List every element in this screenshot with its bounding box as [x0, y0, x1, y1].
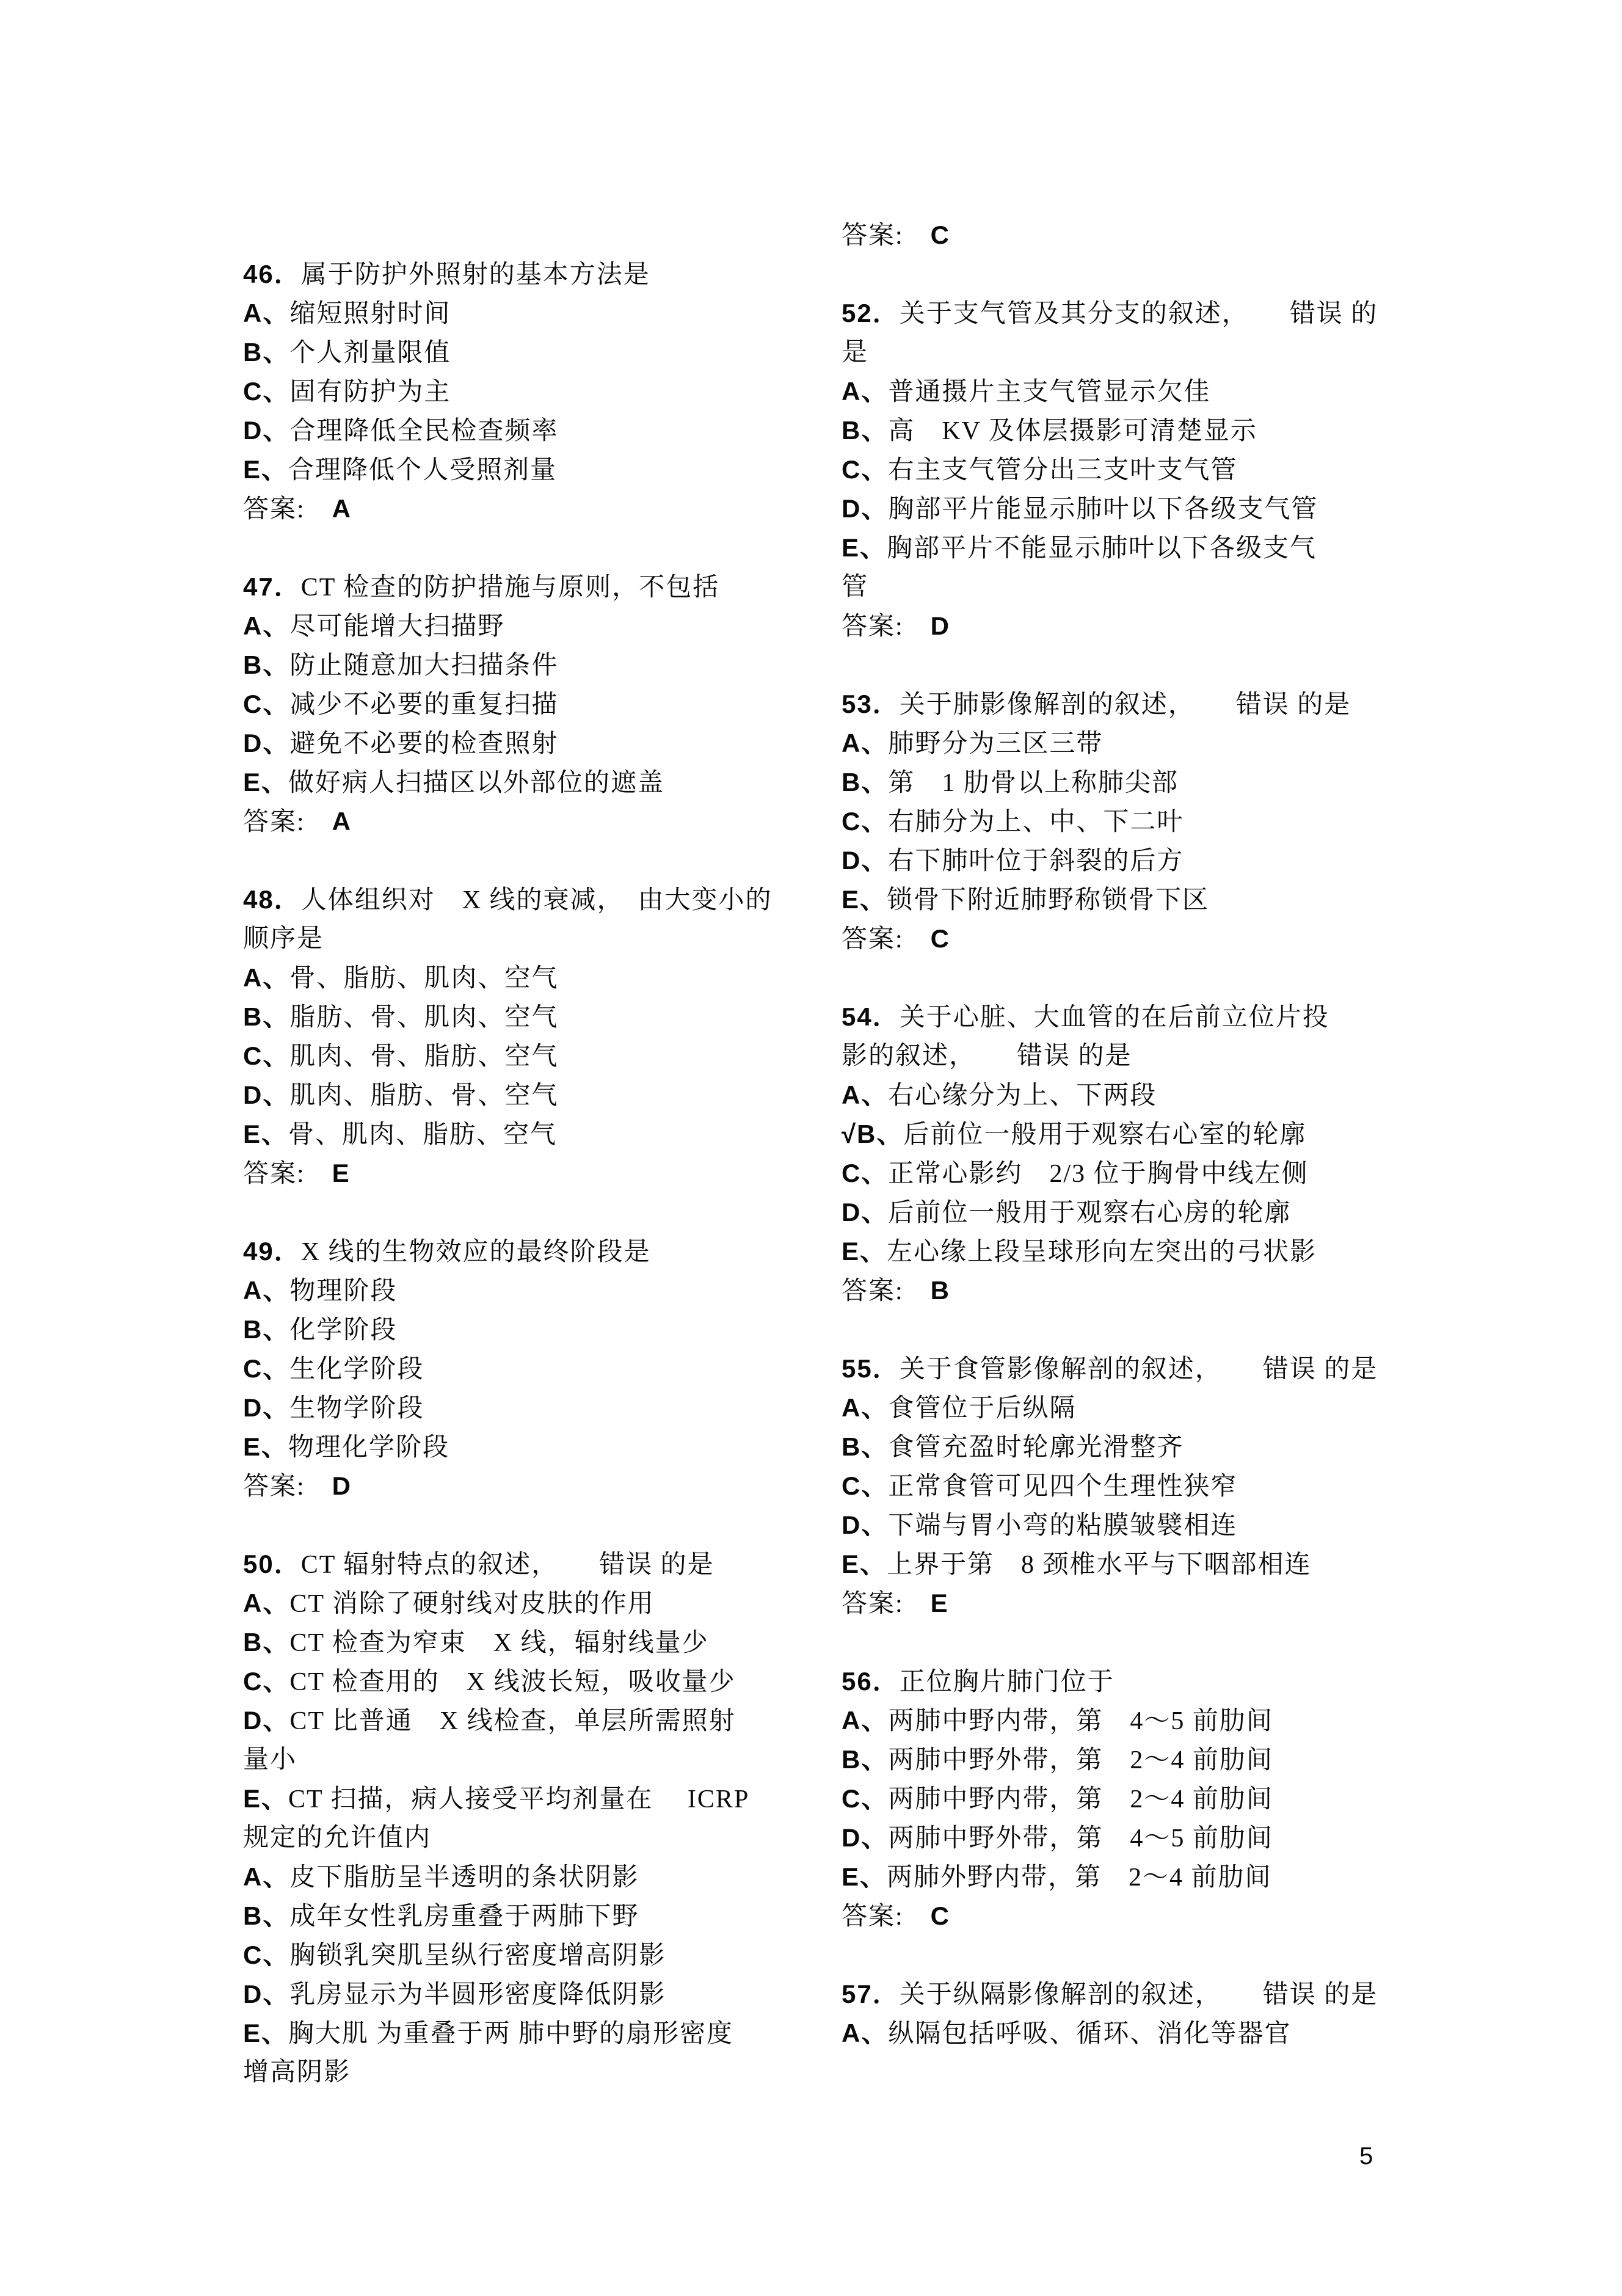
option-label: C、: [243, 1667, 290, 1696]
option-label: A、: [842, 2019, 889, 2047]
blank-line: [842, 1623, 1477, 1662]
option-line: C、肌肉、骨、脂肪、空气: [243, 1041, 559, 1071]
option-line: C、右肺分为上、中、下二叶: [842, 807, 1184, 836]
question-48-stem-cont: 顺序是: [243, 925, 324, 953]
option-label: C、: [243, 690, 290, 718]
option-label: E、: [842, 1550, 887, 1578]
question-number: 57．: [842, 1980, 900, 2008]
option-label: D、: [243, 416, 290, 445]
answer-line: [243, 1154, 860, 1193]
option-label: E、: [842, 885, 887, 914]
option-line: C、CT 检查用的 X 线波长短，吸收量少: [243, 1667, 736, 1696]
option-line: E、胸部平片不能显示肺叶以下各级支气: [842, 533, 1317, 563]
blank-line: [243, 1193, 860, 1232]
option-label: E、: [243, 1432, 289, 1461]
option-line: √B、后前位一般用于观察右心室的轮廓: [842, 1120, 1307, 1149]
question-50-stem: 50．CT 辐射特点的叙述， 错误 的是: [243, 1550, 715, 1579]
question-number: 53．: [842, 690, 900, 718]
option-line: B、化学阶段: [243, 1315, 398, 1344]
answer-line: [243, 489, 860, 528]
option-line: A、骨、脂肪、肌肉、空气: [243, 963, 559, 993]
blank-line: [243, 1506, 860, 1545]
option-line: A、缩短照射时间: [243, 299, 451, 328]
right-column: [842, 216, 1477, 2053]
option-line: D、CT 比普通 X 线检查，单层所需照射: [243, 1706, 736, 1735]
answer-label: 答案:: [842, 613, 931, 641]
question-46-stem: 46．属于防护外照射的基本方法是: [243, 260, 650, 289]
option-line: B、食管充盈时轮廓光滑整齐: [842, 1432, 1184, 1462]
option-label: C、: [842, 1784, 889, 1813]
option-label: E、: [243, 1784, 289, 1813]
option-label: B、: [243, 1002, 290, 1031]
option-line: A、食管位于后纵隔: [842, 1393, 1077, 1423]
question-55-stem: 55．关于食管影像解剖的叙述， 错误 的是: [842, 1354, 1378, 1383]
option-label: B、: [243, 651, 290, 679]
option-label: E、: [842, 1237, 887, 1266]
page-number: 5: [1359, 2143, 1373, 2170]
question-number: 49．: [243, 1237, 301, 1266]
blank-line: [243, 216, 860, 255]
option-label: D、: [842, 1823, 889, 1852]
blank-line: [243, 528, 860, 567]
option-line: D、避免不必要的检查照射: [243, 729, 559, 758]
option-label: A、: [243, 963, 290, 992]
question-number: 46．: [243, 260, 301, 288]
option-label: A、: [842, 729, 889, 757]
option-label: B、: [842, 768, 889, 796]
option-label: A、: [243, 299, 290, 327]
answer-label: 答案:: [243, 495, 332, 523]
option-label: D、: [842, 1511, 889, 1539]
answer-line: [842, 1271, 1477, 1310]
option-label: E、: [243, 2019, 289, 2047]
option-label: B、: [243, 338, 290, 366]
option-line: E、胸大肌 为重叠于两 肺中野的扇形密度: [243, 2019, 734, 2048]
question-52-stem: 52．关于支气管及其分支的叙述， 错误 的: [842, 299, 1378, 328]
option-line: A、两肺中野内带，第 4～5 前肋间: [842, 1706, 1273, 1735]
option-line: D、乳房显示为半圆形密度降低阴影: [243, 1980, 666, 2009]
option-line: D、肌肉、脂肪、骨、空气: [243, 1081, 559, 1110]
option-label: C、: [842, 1471, 889, 1500]
question-number: 56．: [842, 1667, 900, 1696]
answer-line: [842, 1897, 1477, 1936]
option-label: B、: [243, 1315, 290, 1344]
option-line: C、胸锁乳突肌呈纵行密度增高阴影: [243, 1941, 666, 1970]
option-line: C、固有防护为主: [243, 377, 451, 406]
option-line: A、肺野分为三区三带: [842, 729, 1104, 758]
option-line: 管: [842, 573, 869, 601]
option-line: E、骨、肌肉、脂肪、空气: [243, 1120, 558, 1149]
answer-label: 答案:: [842, 1590, 931, 1618]
option-label: E、: [243, 455, 289, 484]
question-number: 48．: [243, 885, 301, 914]
question-57-stem: 57．关于纵隔影像解剖的叙述， 错误 的是: [842, 1980, 1378, 2009]
option-line: D、两肺中野外带，第 4～5 前肋间: [842, 1823, 1273, 1853]
blank-line: [842, 958, 1477, 997]
answer-label: 答案:: [842, 1277, 931, 1305]
option-label: C、: [243, 1354, 290, 1383]
option-label: C、: [842, 455, 889, 484]
option-line: A、纵隔包括呼吸、循环、消化等器官: [842, 2019, 1292, 2048]
option-line: C、正常心影约 2/3 位于胸骨中线左侧: [842, 1159, 1309, 1188]
question-48-stem: 48．人体组织对 X 线的衰减， 由大变小的: [243, 885, 773, 914]
answer-value: C: [930, 1901, 951, 1930]
answer-value: D: [332, 1471, 352, 1500]
option-line: 规定的允许值内: [243, 1824, 432, 1852]
option-line: C、减少不必要的重复扫描: [243, 690, 559, 719]
question-number: 47．: [243, 572, 301, 601]
option-label: A、: [243, 611, 290, 640]
option-line: A、CT 消除了硬射线对皮肤的作用: [243, 1589, 655, 1618]
answer-line: [842, 216, 1477, 255]
option-line: B、第 1 肋骨以上称肺尖部: [842, 768, 1179, 797]
option-line: A、皮下脂肪呈半透明的条状阴影: [243, 1862, 639, 1892]
option-label: D、: [243, 1706, 290, 1735]
answer-line: [243, 802, 860, 841]
option-label: D、: [842, 846, 889, 875]
option-line: E、物理化学阶段: [243, 1432, 450, 1462]
option-label: C、: [243, 377, 290, 406]
option-label: A、: [842, 377, 889, 406]
option-label: B、: [243, 1628, 290, 1656]
answer-line: [842, 919, 1477, 958]
option-label: E、: [842, 1862, 887, 1891]
option-line: A、物理阶段: [243, 1276, 398, 1305]
answer-line: [842, 607, 1477, 646]
option-line: A、尽可能增大扫描野: [243, 611, 505, 641]
option-label: A、: [243, 1276, 290, 1305]
question-number: 54．: [842, 1002, 900, 1031]
blank-line: [243, 841, 860, 880]
blank-line: [842, 255, 1477, 294]
option-label: B、: [243, 1901, 290, 1930]
option-label: A、: [842, 1081, 889, 1109]
question-56-stem: 56．正位胸片肺门位于: [842, 1667, 1115, 1696]
option-label: D、: [243, 1393, 290, 1422]
answer-label: 答案:: [243, 808, 332, 836]
answer-label: 答案:: [243, 1473, 332, 1501]
question-number: 55．: [842, 1354, 900, 1383]
option-line: B、个人剂量限值: [243, 338, 451, 367]
question-53-stem: 53．关于肺影像解剖的叙述， 错误 的是: [842, 690, 1351, 719]
option-line: E、做好病人扫描区以外部位的遮盖: [243, 768, 665, 797]
option-line: E、CT 扫描，病人接受平均剂量在 ICRP: [243, 1784, 750, 1813]
option-line: B、脂肪、骨、肌肉、空气: [243, 1002, 559, 1032]
option-line: E、锁骨下附近肺野称锁骨下区: [842, 885, 1210, 914]
question-54-stem-cont: 影的叙述， 错误 的是: [842, 1042, 1132, 1070]
option-label: B、: [842, 416, 889, 445]
answer-line: [842, 1584, 1477, 1623]
option-label: A、: [842, 1393, 889, 1422]
option-label: A、: [243, 1589, 290, 1617]
answer-label: 答案:: [842, 222, 931, 250]
answer-label: 答案:: [842, 1903, 931, 1931]
option-line: D、后前位一般用于观察右心房的轮廓: [842, 1198, 1292, 1227]
question-number: 52．: [842, 299, 900, 327]
option-line: B、CT 检查为窄束 X 线，辐射线量少: [243, 1628, 709, 1657]
answer-value: A: [332, 807, 352, 836]
question-47-stem: 47．CT 检查的防护措施与原则，不包括: [243, 572, 720, 602]
option-line: C、生化学阶段: [243, 1354, 424, 1383]
option-line: D、生物学阶段: [243, 1393, 424, 1423]
option-label: C、: [243, 1041, 290, 1070]
blank-line: [842, 1936, 1477, 1975]
option-line: D、合理降低全民检查频率: [243, 416, 559, 445]
answer-line: [243, 1467, 860, 1506]
option-label: B、: [842, 1745, 889, 1774]
answer-label: 答案:: [243, 1160, 332, 1188]
answer-value: C: [930, 924, 951, 953]
option-line: C、正常食管可见四个生理性狭窄: [842, 1471, 1238, 1501]
option-label: B、: [842, 1432, 889, 1461]
answer-value: D: [930, 611, 951, 640]
option-label: E、: [842, 533, 887, 562]
option-label: D、: [243, 729, 290, 757]
option-line: A、右心缘分为上、下两段: [842, 1081, 1157, 1110]
option-line: E、左心缘上段呈球形向左突出的弓状影: [842, 1237, 1317, 1266]
question-52-stem-cont: 是: [842, 338, 869, 366]
option-line: B、高 KV 及体层摄影可清楚显示: [842, 416, 1257, 445]
option-line: E、上界于第 8 颈椎水平与下咽部相连: [842, 1550, 1312, 1579]
answer-value: E: [332, 1159, 351, 1187]
option-line: D、右下肺叶位于斜裂的后方: [842, 846, 1184, 875]
option-line: A、普通摄片主支气管显示欠佳: [842, 377, 1211, 406]
option-line: E、两肺外野内带，第 2～4 前肋间: [842, 1862, 1272, 1892]
option-line: C、两肺中野内带，第 2～4 前肋间: [842, 1784, 1273, 1813]
blank-line: [842, 1310, 1477, 1349]
option-label: D、: [842, 494, 889, 523]
blank-line: [842, 646, 1477, 685]
option-label: E、: [243, 768, 289, 796]
option-line: E、合理降低个人受照剂量: [243, 455, 558, 484]
option-line: D、下端与胃小弯的粘膜皱襞相连: [842, 1511, 1238, 1540]
answer-value: E: [930, 1589, 949, 1617]
option-line: 量小: [243, 1746, 297, 1774]
option-label: A、: [842, 1706, 889, 1735]
question-number: 50．: [243, 1550, 301, 1578]
left-column: [243, 216, 860, 2092]
option-label: √B、: [842, 1120, 904, 1148]
option-line: D、胸部平片能显示肺叶以下各级支气管: [842, 494, 1318, 523]
answer-value: A: [332, 494, 352, 523]
option-label: C、: [842, 807, 889, 836]
option-label: C、: [243, 1941, 290, 1969]
answer-value: C: [930, 220, 951, 249]
answer-value: B: [930, 1276, 951, 1305]
option-line: C、右主支气管分出三支叶支气管: [842, 455, 1238, 484]
question-54-stem: 54．关于心脏、大血管的在后前立位片投: [842, 1002, 1329, 1032]
option-label: E、: [243, 1120, 289, 1148]
option-label: D、: [243, 1980, 290, 2008]
option-line: 增高阴影: [243, 2058, 351, 2086]
option-label: D、: [243, 1081, 290, 1109]
answer-label: 答案:: [842, 925, 931, 953]
option-line: B、防止随意加大扫描条件: [243, 651, 559, 680]
option-label: C、: [842, 1159, 889, 1187]
option-label: A、: [243, 1862, 290, 1891]
question-49-stem: 49．X 线的生物效应的最终阶段是: [243, 1237, 651, 1266]
option-line: B、成年女性乳房重叠于两肺下野: [243, 1901, 639, 1931]
option-line: B、两肺中野外带，第 2～4 前肋间: [842, 1745, 1273, 1774]
option-label: D、: [842, 1198, 889, 1226]
